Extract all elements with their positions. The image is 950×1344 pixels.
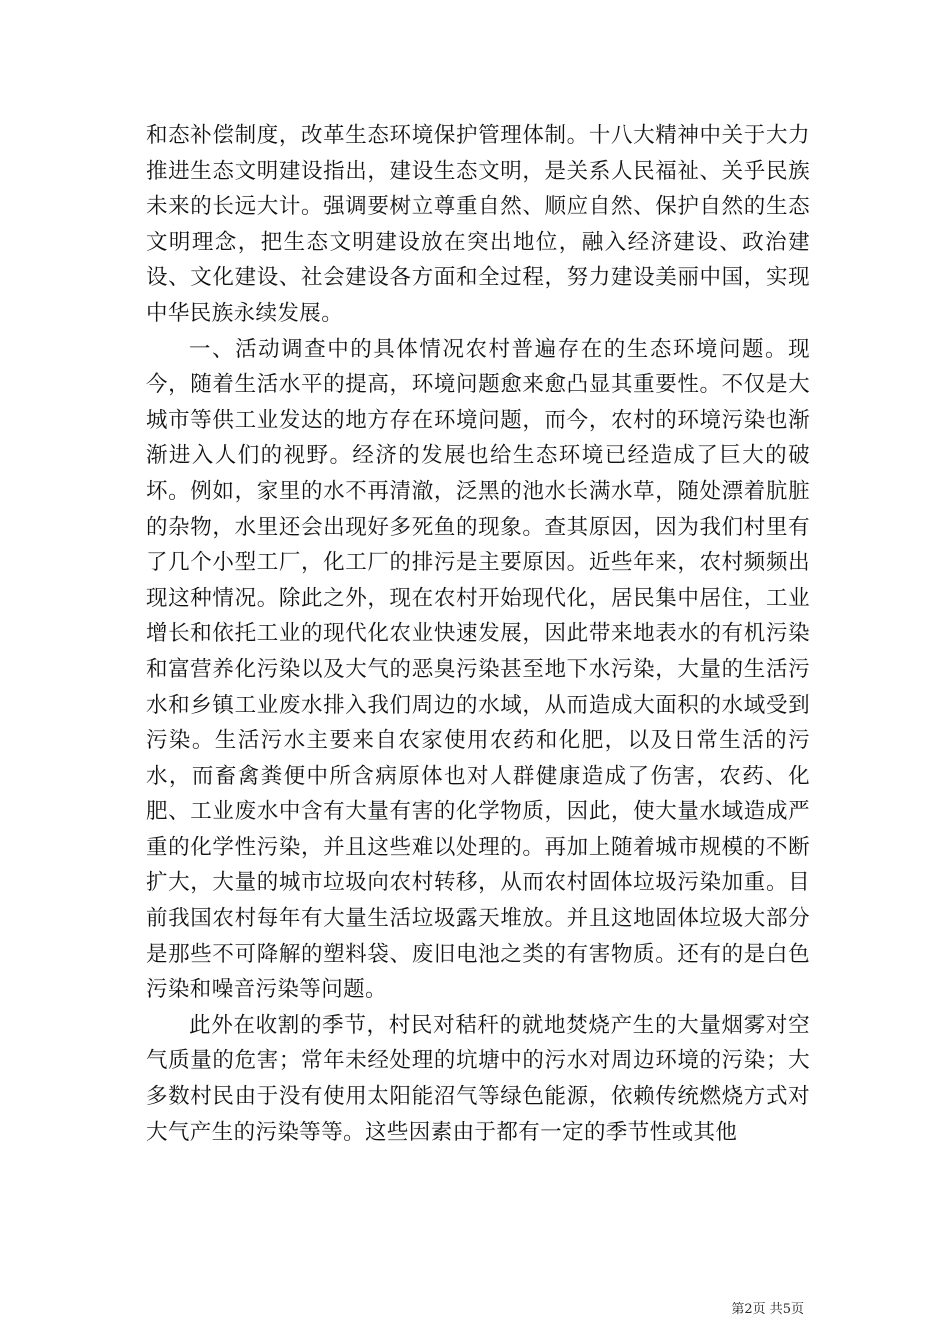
paragraph-3: 此外在收割的季节，村民对秸秆的就地焚烧产生的大量烟雾对空气质量的危害；常年未经处理的坑塘中的污水对周边环境的污染；大多数村民由于没有使用太阳能沼气等绿色能源，依赖传统燃烧方式对大气产生的污染等等。这些因素由于都有一定的季节性或其他: [146, 1012, 810, 1145]
document-body: [146, 118, 810, 1150]
paragraph-1: 和态补偿制度，改革生态环境保护管理体制。十八大精神中关于大力推进生态文明建设指出，建设生态文明，是关系人民福祉、关乎民族未来的长远大计。强调要树立尊重自然、顺应自然、保护自然的生态文明理念，把生态文明建设放在突出地位，融入经济建设、政治建设、文化建设、社会建设各方面和全过程，努力建设美丽中国，实现中华民族永续发展。: [146, 123, 810, 326]
page-number: 第2页 共5页: [731, 1302, 804, 1317]
paragraph-2: 一、活动调查中的具体情况农村普遍存在的生态环境问题。现今，随着生活水平的提高，环境问题愈来愈凸显其重要性。不仅是大城市等供工业发达的地方存在环境问题，而今，农村的环境污染也渐渐进入人们的视野。经济的发展也给生态环境已经造成了巨大的破坏。例如，家里的水不再清澈，泛黑的池水长满水草，随处漂着肮脏的杂物，水里还会出现好多死鱼的现象。查其原因，因为我们村里有了几个小型工厂，化工厂的排污是主要原因。近些年来，农村频频出现这种情况。除此之外，现在农村开始现代化，居民集中居住，工业增长和依托工业的现代化农业快速发展，因此带来地表水的有机污染和富营养化污染以及大气的恶臭污染甚至地下水污染，大量的生活污水和乡镇工业废水排入我们周边的水域，从而造成大面积的水域受到污染。生活污水主要来自农家使用农药和化肥，以及日常生活的污水，而畜禽粪便中所含病原体也对人群健康造成了伤害，农药、化肥、工业废水中含有大量有害的化学物质，因此，使大量水域造成严重的化学性污染，并且这些难以处理的。再加上随着城市规模的不断扩大，大量的城市垃圾向农村转移，从而农村固体垃圾污染加重。目前我国农村每年有大量生活垃圾露天堆放。并且这地固体垃圾大部分是那些不可降解的塑料袋、废旧电池之类的有害物质。还有的是白色污染和噪音污染等问题。: [146, 336, 810, 1003]
